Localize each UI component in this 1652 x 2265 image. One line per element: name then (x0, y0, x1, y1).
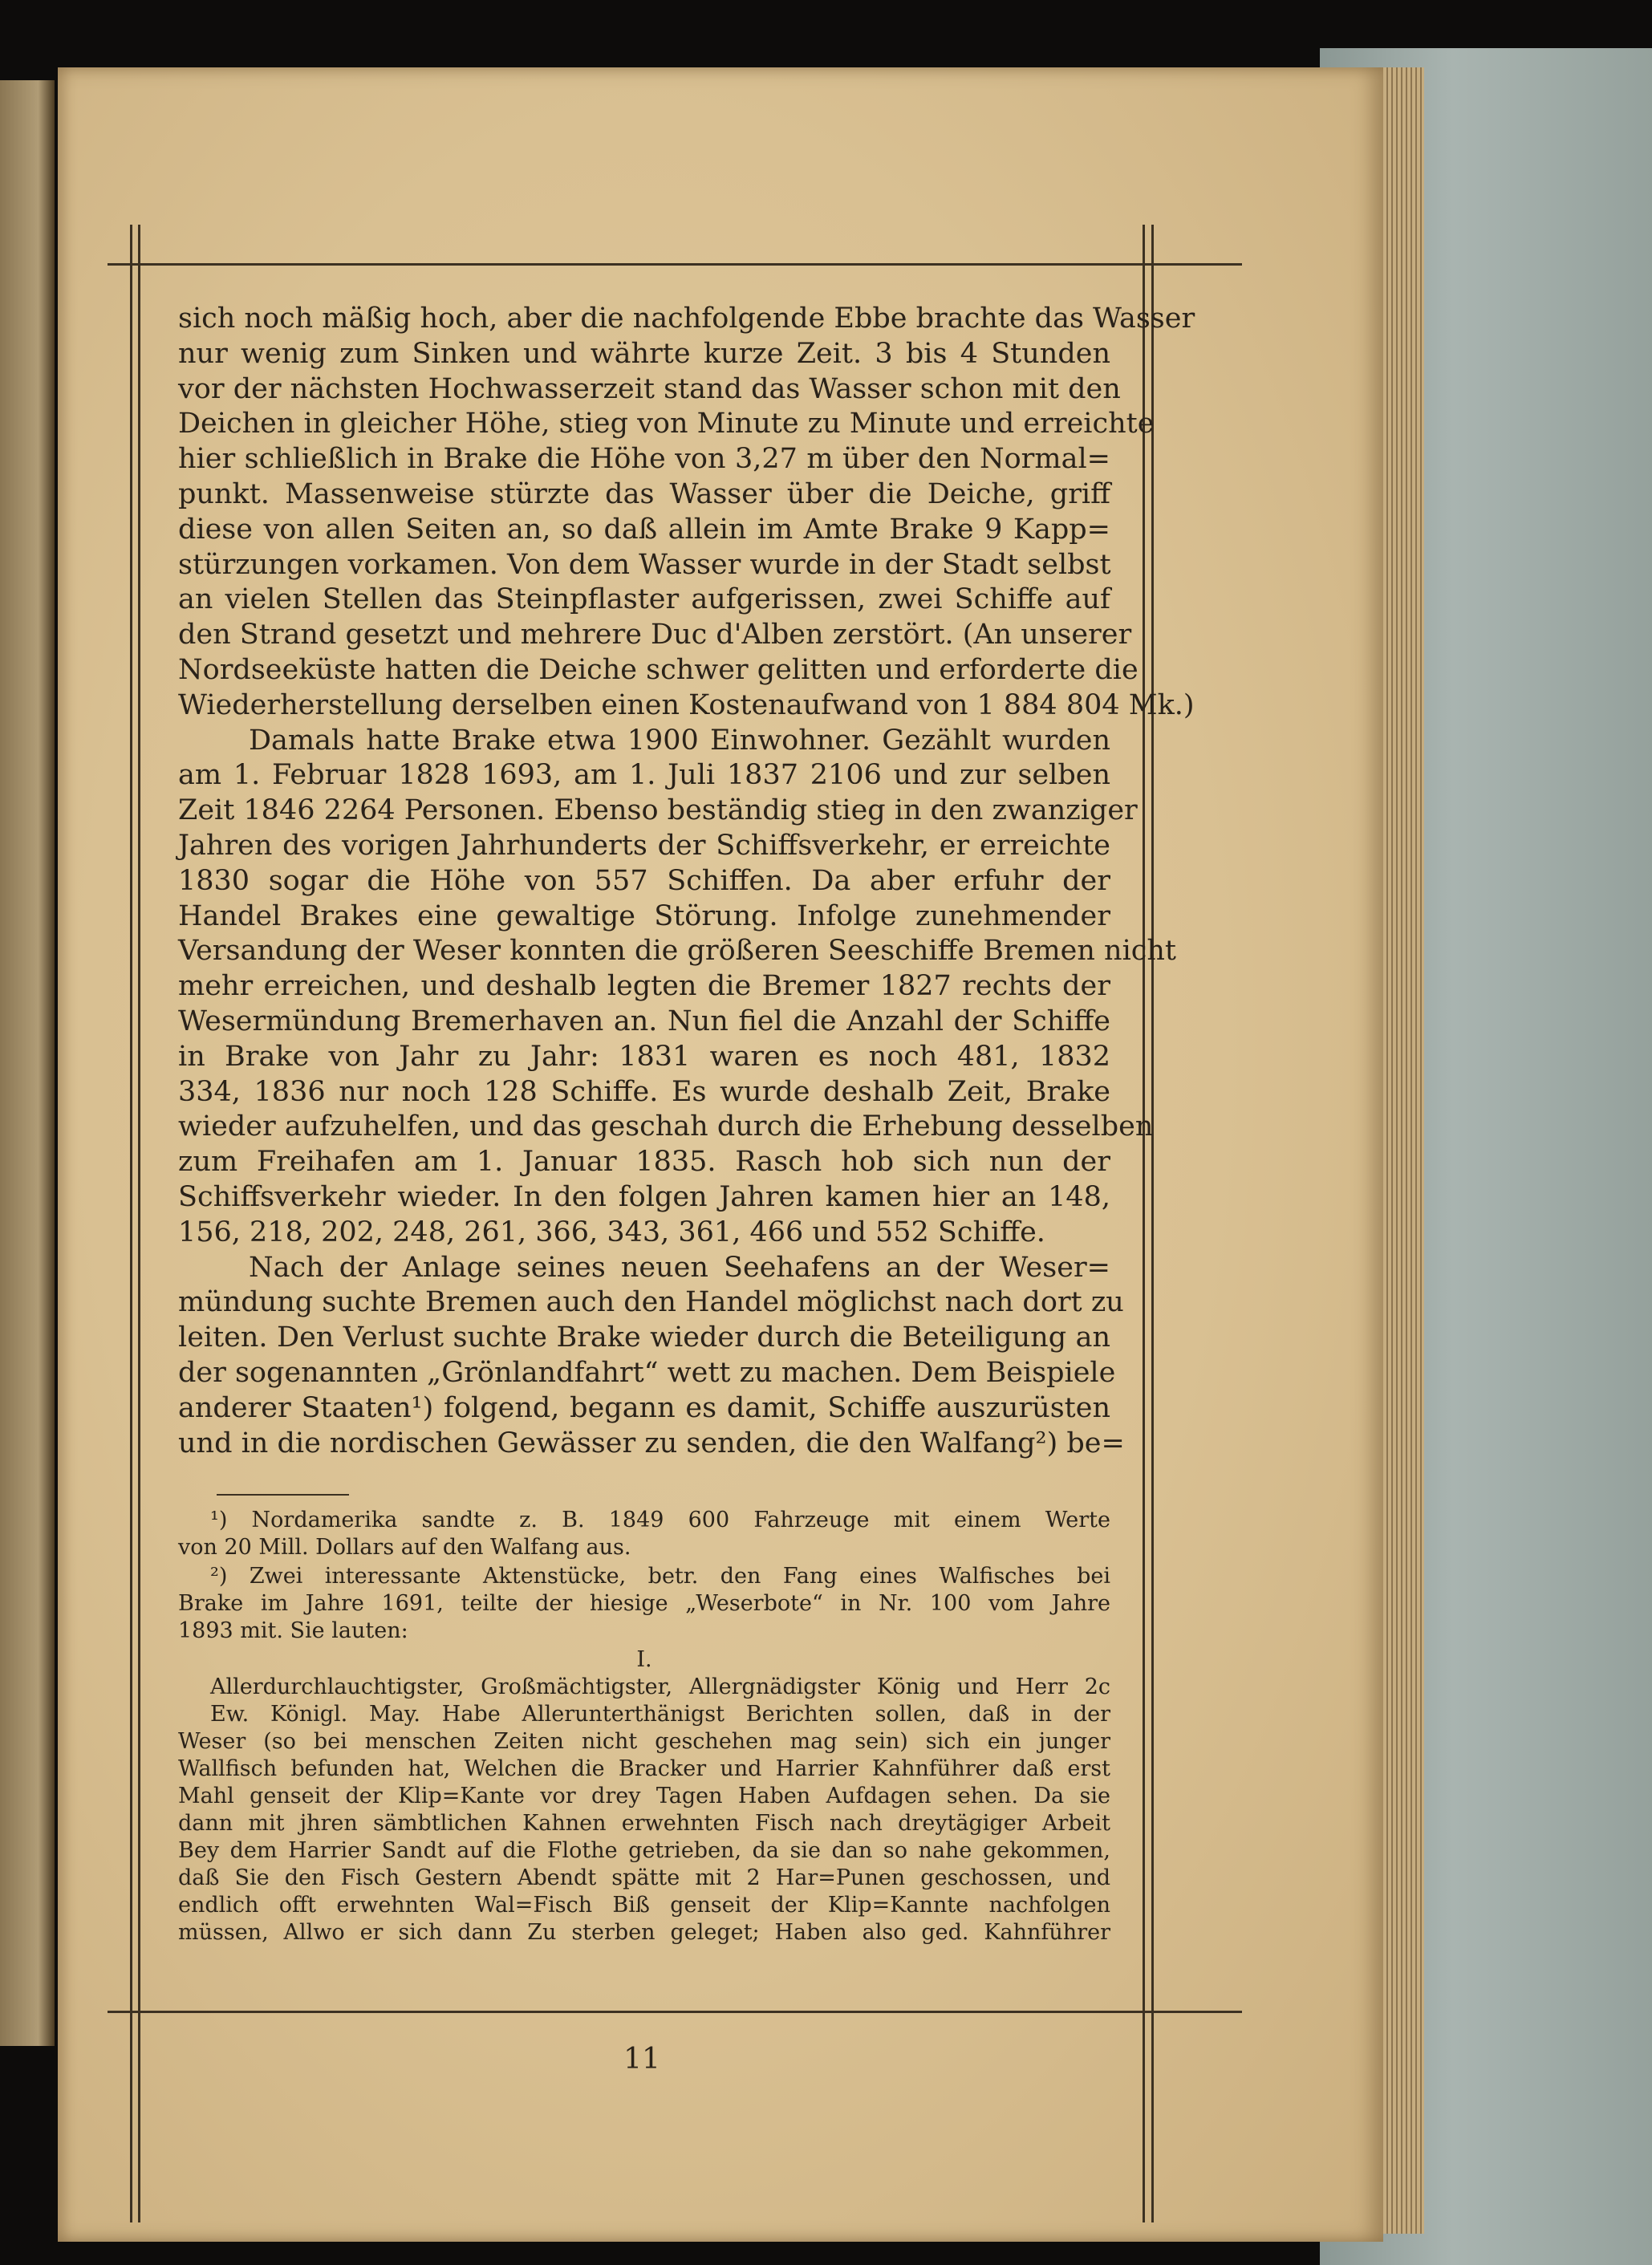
footnote-line: Wallfisch befunden hat, Welchen die Bracker und Harrier Kahnführer daß erst (178, 1756, 1110, 1781)
footnote-line: Bey dem Harrier Sandt auf die Flothe getrieben, da sie dan so nahe gekommen, (178, 1838, 1110, 1863)
body-line: leiten. Den Verlust suchte Brake wieder durch die Beteiligung an (178, 1321, 1110, 1354)
body-line: sich noch mäßig hoch, aber die nachfolgende Ebbe brachte das Wasser (178, 302, 1195, 335)
body-line: Handel Brakes eine gewaltige Störung. Infolge zunehmender (178, 899, 1110, 932)
footnote-line: Mahl genseit der Klip=Kante vor drey Tagen Haben Aufdagen sehen. Da sie (178, 1784, 1110, 1808)
body-line: Zeit 1846 2264 Personen. Ebenso beständig stieg in den zwanziger (178, 794, 1138, 827)
footnote-rule (217, 1494, 349, 1496)
body-line: der sogenannten „Grönlandfahrt“ wett zu machen. Dem Beispiele (178, 1357, 1116, 1389)
footnote-line: endlich offt erwehnten Wal=Fisch Biß genseit der Klip=Kannte nachfolgen (178, 1893, 1110, 1918)
body-line: mündung suchte Bremen auch den Handel möglichst nach dort zu (178, 1286, 1124, 1319)
body-line: punkt. Massenweise stürzte das Wasser über die Deiche, griff (178, 478, 1110, 510)
body-line: den Strand gesetzt und mehrere Duc d'Alben zerstört. (An unserer (178, 619, 1132, 651)
footnote-line: Ew. Königl. May. Habe Allerunterthänigst Berichten sollen, daß in der (210, 1702, 1110, 1727)
body-line: Damals hatte Brake etwa 1900 Einwohner. Gezählt wurden (249, 724, 1110, 757)
body-line: nur wenig zum Sinken und währte kurze Zeit. 3 bis 4 Stunden (178, 337, 1110, 370)
footnote-line: 1893 mit. Sie lauten: (178, 1618, 408, 1643)
body-line: diese von allen Seiten an, so daß allein im Amte Brake 9 Kapp= (178, 513, 1110, 546)
footnote-line: Weser (so bei menschen Zeiten nicht geschehen mag sein) sich ein junger (178, 1729, 1110, 1754)
footnote-line: ²) Zwei interessante Aktenstücke, betr. den Fang eines Walfisches bei (210, 1564, 1110, 1589)
body-line: anderer Staaten¹) folgend, begann es damit, Schiffe auszurüsten (178, 1391, 1110, 1424)
body-line: und in die nordischen Gewässer zu senden, die den Walfang²) be= (178, 1427, 1125, 1459)
body-line: mehr erreichen, und deshalb legten die Bremer 1827 rechts der (178, 970, 1110, 1003)
body-line: Schiffsverkehr wieder. In den folgen Jahren kamen hier an 148, (178, 1181, 1110, 1213)
footnote-line: von 20 Mill. Dollars auf den Walfang aus. (178, 1535, 631, 1560)
body-line: Nordseeküste hatten die Deiche schwer gelitten und erforderte die (178, 654, 1139, 686)
footnote-line: daß Sie den Fisch Gestern Abendt spätte mit 2 Har=Punen geschossen, und (178, 1865, 1110, 1890)
page-number: 11 (623, 2043, 660, 2076)
footnote-line: Allerdurchlauchtigster, Großmächtigster, Allergnädigster König und Herr 2c (210, 1674, 1110, 1699)
body-line: vor der nächsten Hochwasserzeit stand das Wasser schon mit den (178, 372, 1121, 405)
body-line: Jahren des vorigen Jahrhunderts der Schiffsverkehr, er erreichte (178, 830, 1110, 862)
body-line: 156, 218, 202, 248, 261, 366, 343, 361, 466 und 552 Schiffe. (178, 1216, 1045, 1248)
footnote-line: ¹) Nordamerika sandte z. B. 1849 600 Fahrzeuge mit einem Werte (210, 1508, 1110, 1532)
body-line: in Brake von Jahr zu Jahr: 1831 waren es noch 481, 1832 (178, 1040, 1110, 1073)
body-line: zum Freihafen am 1. Januar 1835. Rasch hob sich nun der (178, 1146, 1110, 1179)
body-line: Wesermündung Bremerhaven an. Nun fiel die Anzahl der Schiffe (178, 1005, 1110, 1037)
footnote-line: dann mit jhren sämbtlichen Kahnen erwehnten Fisch nach dreytägiger Arbeit (178, 1811, 1110, 1836)
footnote-line: I. (636, 1647, 652, 1672)
body-line: 334, 1836 nur noch 128 Schiffe. Es wurde deshalb Zeit, Brake (178, 1075, 1110, 1108)
body-line: am 1. Februar 1828 1693, am 1. Juli 1837 2106 und zur selben (178, 759, 1110, 792)
body-line: Deichen in gleicher Höhe, stieg von Minute zu Minute und erreichte (178, 408, 1155, 440)
footnote-line: Brake im Jahre 1691, teilte der hiesige „Weserbote“ in Nr. 100 vom Jahre (178, 1591, 1110, 1616)
body-line: wieder aufzuhelfen, und das geschah durch die Erhebung desselben (178, 1110, 1154, 1143)
body-line: stürzungen vorkamen. Von dem Wasser wurde in der Stadt selbst (178, 548, 1111, 581)
body-line: Versandung der Weser konnten die größeren Seeschiffe Bremen nicht (178, 935, 1176, 968)
footnote-line: müssen, Allwo er sich dann Zu sterben geleget; Haben also ged. Kahnführer (178, 1920, 1110, 1945)
body-line: 1830 sogar die Höhe von 557 Schiffen. Da aber erfuhr der (178, 864, 1110, 897)
body-line: an vielen Stellen das Steinpflaster aufgerissen, zwei Schiffe auf (178, 583, 1110, 616)
body-line: hier schließlich in Brake die Höhe von 3,27 m über den Normal= (178, 443, 1110, 476)
body-line: Wiederherstellung derselben einen Kostenaufwand von 1 884 804 Mk.) (178, 688, 1195, 721)
body-line: Nach der Anlage seines neuen Seehafens an der Weser= (249, 1251, 1110, 1284)
